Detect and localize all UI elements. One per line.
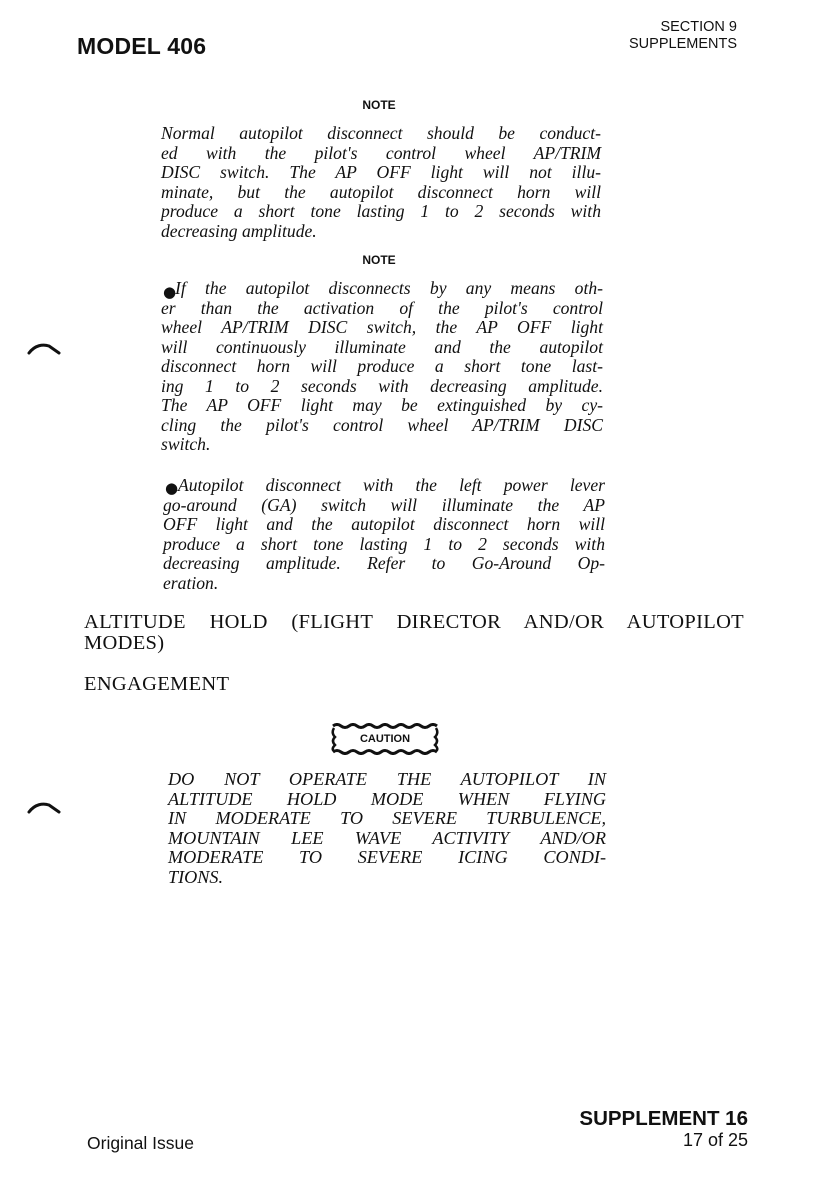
note-1-line: minate, but the autopilot disconnect horn will xyxy=(161,181,601,202)
page-footer xyxy=(579,1107,748,1150)
section-heading xyxy=(84,612,744,654)
caution-badge xyxy=(331,723,439,755)
section-number: SECTION 9 xyxy=(660,19,737,35)
caution-line: DO NOT OPERATE THE AUTOPILOT IN xyxy=(168,769,606,789)
note-2-line: eration. xyxy=(163,572,219,593)
page-number: 17 of 25 xyxy=(682,1130,748,1150)
sub-heading: ENGAGEMENT xyxy=(84,673,230,695)
note-2-line: go-around (GA) switch will illuminate the AP xyxy=(163,494,605,515)
note-2-line: OFF light and the autopilot disconnect horn will xyxy=(163,514,605,534)
note-1-line: produce a short tone lasting 1 to 2 seconds with xyxy=(161,201,601,221)
note-2-line: cling the pilot's control wheel AP/TRIM DISC xyxy=(161,414,603,435)
section-heading-line: MODES) xyxy=(84,632,165,654)
note-2-line: disconnect horn will produce a short tone last- xyxy=(161,356,603,376)
note-1-line: DISC switch. The AP OFF light will not illu- xyxy=(161,162,601,182)
caution-line: ALTITUDE HOLD MODE WHEN FLYING xyxy=(168,788,606,809)
note-2-line: er than the activation of the pilot's control xyxy=(161,297,603,318)
supplement-number: SUPPLEMENT 16 xyxy=(579,1107,748,1130)
note-2-line: produce a short tone lasting 1 to 2 seconds with xyxy=(163,533,605,554)
note-label-1: NOTE xyxy=(362,98,396,112)
section-title: SUPPLEMENTS xyxy=(629,36,737,52)
change-bar-icon xyxy=(27,343,61,355)
note-1-text xyxy=(161,124,601,241)
model-title: MODEL 406 xyxy=(77,33,207,59)
note-2-bullet-2 xyxy=(163,476,605,593)
caution-line: IN MODERATE TO SEVERE TURBULENCE, xyxy=(168,808,606,828)
note-label-2: NOTE xyxy=(362,253,396,267)
note-2-bullet-1 xyxy=(161,279,603,455)
caution-line: TIONS. xyxy=(168,866,224,887)
change-bar-icon xyxy=(27,802,61,814)
caution-line: MOUNTAIN LEE WAVE ACTIVITY AND/OR xyxy=(168,827,606,848)
note-2-line: decreasing amplitude. Refer to Go-Around Op- xyxy=(163,553,605,573)
note-2-line: switch. xyxy=(161,434,211,454)
bullet-icon: ● xyxy=(165,479,179,497)
caution-line: MODERATE TO SEVERE ICING CONDI- xyxy=(168,847,606,867)
bullet-icon: ● xyxy=(163,283,177,301)
note-1-line: ed with the pilot's control wheel AP/TRIM xyxy=(161,142,601,163)
note-1-line: decreasing amplitude. xyxy=(161,220,317,241)
note-2-line: ing 1 to 2 seconds with decreasing amplitude. xyxy=(161,375,603,396)
caution-text xyxy=(168,770,606,887)
section-header xyxy=(629,19,737,53)
issue-label: Original Issue xyxy=(87,1133,194,1153)
section-heading-line: ALTITUDE HOLD (FLIGHT DIRECTOR AND/OR AUTOPILOT xyxy=(84,611,744,633)
note-2-line: wheel AP/TRIM DISC switch, the AP OFF light xyxy=(161,317,603,337)
note-2-line: will continuously illuminate and the autopilot xyxy=(161,336,603,357)
note-2-line: Autopilot disconnect with the left power lever xyxy=(178,475,605,495)
note-1-line: Normal autopilot disconnect should be conduct- xyxy=(161,123,601,143)
note-2-line: If the autopilot disconnects by any means oth- xyxy=(175,278,603,298)
caution-label: CAUTION xyxy=(359,733,411,745)
note-2-line: The AP OFF light may be extinguished by cy- xyxy=(161,395,603,415)
